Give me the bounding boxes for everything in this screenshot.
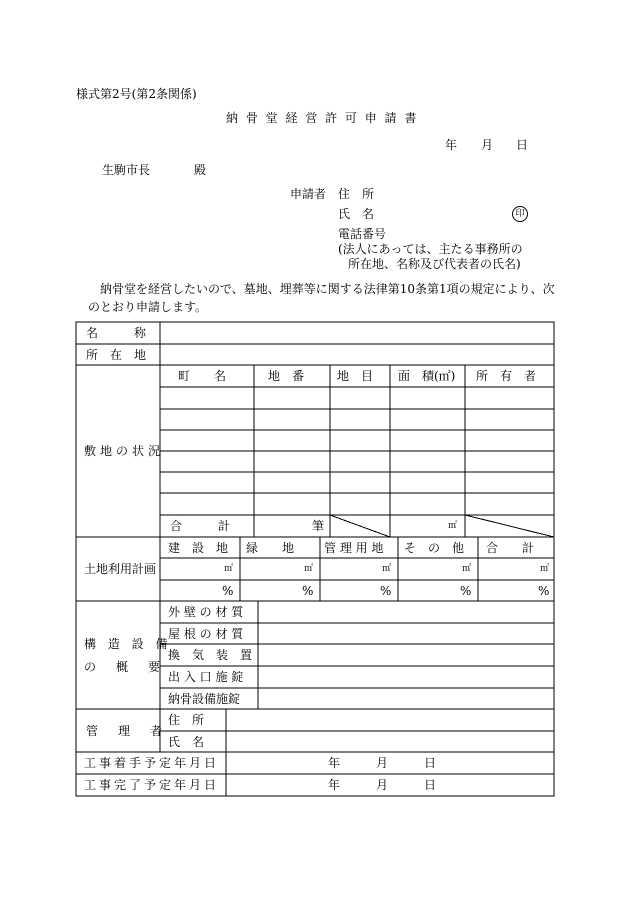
site-total-area-unit: ㎡ (448, 521, 458, 531)
start-month: 月 (376, 756, 389, 770)
applicant-phone-label: 電話番号 (338, 227, 387, 241)
seal-mark: 印 (512, 206, 528, 222)
structure-item-roof: 屋 根 の 材 質 (168, 627, 244, 641)
body-text-line1: 納骨堂を経営したいので、墓地、埋葬等に関する法律第10条第1項の規定により、次 (100, 282, 555, 296)
structure-item-entrance-lock: 出 入 口 施 錠 (168, 670, 244, 684)
end-day: 日 (424, 778, 437, 792)
applicant-label: 申請者 (290, 187, 327, 201)
land-use-pct-unit: % (302, 584, 314, 598)
site-header-owner: 所 有 者 (476, 369, 537, 383)
manager-address-label: 住 所 (168, 713, 205, 727)
site-status-label: 敷地の状況 (84, 444, 165, 458)
land-use-label: 土地利用計画 (84, 562, 157, 576)
construction-end-label: 工事完了予定年月日 (84, 778, 220, 792)
applicant-address-label: 住 所 (338, 187, 375, 201)
site-total-parcels-unit: 筆 (312, 519, 325, 533)
corp-note-line1: (法人にあっては、主たる事務所の (338, 242, 523, 256)
land-use-sqm-unit: ㎡ (382, 564, 392, 574)
site-header-lot: 地 番 (268, 369, 305, 383)
land-use-pct-unit: % (538, 584, 550, 598)
land-use-header-management: 管 理 用 地 (324, 541, 384, 555)
land-use-header-total: 合 計 (486, 541, 535, 555)
land-use-header-other: そ の 他 (404, 541, 465, 555)
land-use-sqm-unit: ㎡ (224, 564, 234, 574)
form-number: 様式第2号(第2条関係) (76, 87, 197, 101)
addressee-suffix: 殿 (194, 163, 207, 177)
addressee: 生駒市長 (102, 163, 151, 177)
land-use-sqm-unit: ㎡ (462, 564, 472, 574)
name-row-label: 名 称 (86, 326, 147, 340)
structure-item-ventilation: 換 気 装 置 (168, 648, 253, 662)
applicant-name-label: 氏 名 (338, 207, 375, 221)
corp-note-line2: 所在地、名称及び代表者の氏名) (348, 257, 521, 271)
land-use-sqm-unit: ㎡ (540, 564, 550, 574)
structure-label-line1: 構 造 設 備 (84, 637, 172, 651)
start-year: 年 (328, 756, 341, 770)
structure-label-line2: の 概 要 (84, 660, 165, 674)
structure-item-wall: 外 壁 の 材 質 (168, 605, 244, 619)
structure-item-ossuary-lock: 納骨設備施錠 (168, 692, 241, 706)
land-use-header-building: 建 設 地 (168, 541, 229, 555)
date-year: 年 (445, 138, 458, 152)
land-use-sqm-unit: ㎡ (304, 564, 314, 574)
construction-start-label: 工事着手予定年月日 (84, 756, 220, 770)
land-use-header-green: 緑 地 (246, 541, 295, 555)
manager-label: 管 理 者 (86, 724, 167, 738)
body-text-line2: のとおり申請します。 (88, 300, 208, 314)
site-total-label: 合 計 (170, 519, 231, 533)
manager-name-label: 氏 名 (168, 735, 205, 749)
site-header-area: 面 積(㎡) (398, 369, 456, 383)
land-use-pct-unit: % (380, 584, 392, 598)
location-row-label: 所 在 地 (86, 348, 147, 362)
end-month: 月 (376, 778, 389, 792)
land-use-pct-unit: % (460, 584, 472, 598)
page-title: 納 骨 堂 経 営 許 可 申 請 書 (226, 111, 419, 125)
land-use-pct-unit: % (222, 584, 234, 598)
start-day: 日 (424, 756, 437, 770)
site-header-town: 町 名 (178, 369, 227, 383)
site-header-category: 地 目 (337, 369, 374, 383)
date-day: 日 (516, 138, 529, 152)
date-month: 月 (481, 138, 494, 152)
end-year: 年 (328, 778, 341, 792)
